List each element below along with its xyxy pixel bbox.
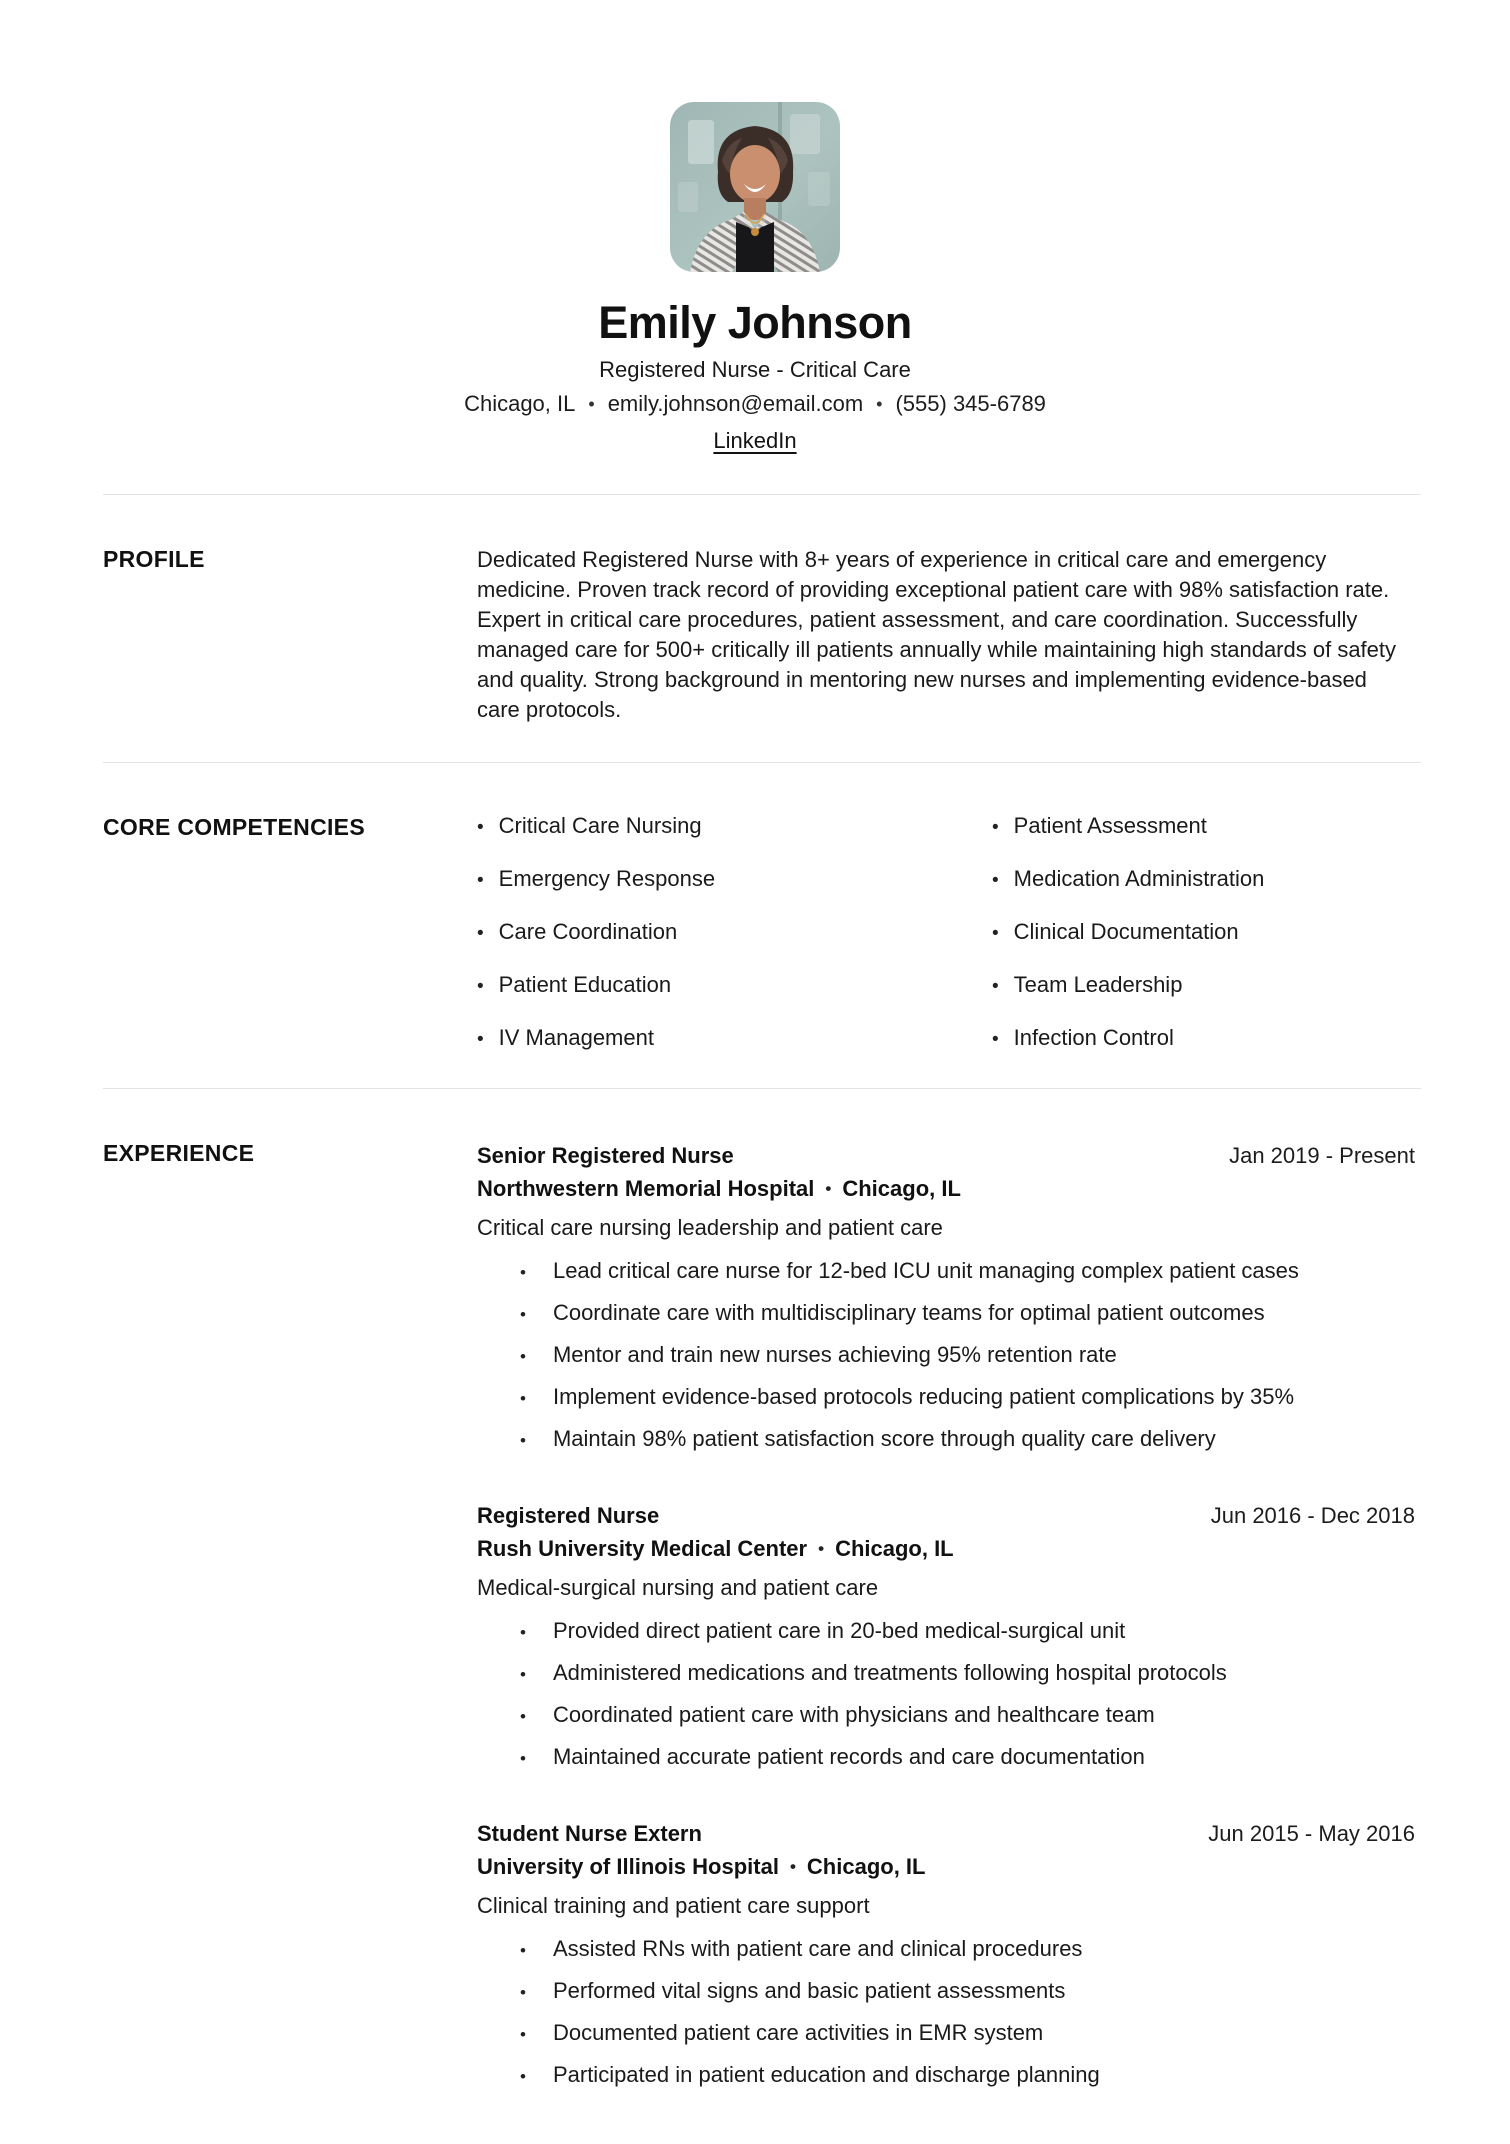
contact-email: emily.johnson@email.com <box>607 391 864 416</box>
experience-section <box>0 1089 1510 2089</box>
competency-label: Patient Assessment <box>1013 813 1207 838</box>
bullet-icon: • <box>520 1389 526 1408</box>
competency-label: Medication Administration <box>1013 866 1265 891</box>
job-bullet-text: Implement evidence-based protocols reducing patient complications by 35% <box>552 1384 1295 1409</box>
job-dates: Jun 2016 - Dec 2018 <box>1210 1503 1415 1528</box>
job-summary: Medical-surgical nursing and patient care <box>477 1575 879 1600</box>
bullet-icon: • <box>992 870 999 891</box>
job-bullet-text: Coordinated patient care with physicians and healthcare team <box>552 1702 1155 1727</box>
profile-summary-text: Dedicated Registered Nurse with 8+ years of experience in critical care and emergency medicine. Proven track record of providing exceptional patient care with 98% satisfaction rate. Expert in critical care procedures, patient assessment, and care coordination. Successfully managed care for 500+ critically ill patients annually while maintaining high standards of safety and quality. Strong background in mentoring new nurses and implementing evidence-based care protocols. <box>477 547 1397 722</box>
job-bullet-list <box>520 1259 1415 1453</box>
profile-photo <box>670 102 840 272</box>
competency-item <box>992 1025 1415 1052</box>
job-bullet-text: Administered medications and treatments following hospital protocols <box>552 1660 1227 1685</box>
job-bullet <box>520 1979 1415 2005</box>
job-bullet <box>520 2021 1415 2047</box>
job-company: Rush University Medical Center <box>477 1536 808 1561</box>
profile-section <box>0 495 1510 725</box>
job-bullet-text: Lead critical care nurse for 12-bed ICU unit managing complex patient cases <box>552 1258 1299 1283</box>
competency-label: Emergency Response <box>498 866 716 891</box>
job-company-line <box>477 1532 1415 1565</box>
competencies-section <box>0 763 1510 1052</box>
job-bullet <box>520 1301 1415 1327</box>
bullet-icon: • <box>477 976 484 997</box>
bullet-icon: • <box>520 1707 526 1726</box>
competency-label: Team Leadership <box>1013 972 1183 997</box>
dot-separator: • <box>588 394 595 414</box>
bullet-icon: • <box>477 817 484 838</box>
bullet-icon: • <box>520 1263 526 1282</box>
job-bullet <box>520 1427 1415 1453</box>
job-dates: Jan 2019 - Present <box>1229 1143 1415 1168</box>
bullet-icon: • <box>520 2025 526 2044</box>
competency-label: Care Coordination <box>498 919 678 944</box>
job-title: Registered Nurse <box>477 1503 660 1528</box>
job-header <box>477 1139 1415 1172</box>
linkedin-link[interactable]: LinkedIn <box>713 428 797 453</box>
competency-item <box>992 972 1415 999</box>
bullet-icon: • <box>520 1305 526 1324</box>
linkedin-row <box>0 428 1510 454</box>
competencies-grid <box>477 813 1415 1052</box>
competencies-column-left <box>477 813 992 1052</box>
competency-item <box>477 919 992 946</box>
job-bullet <box>520 1385 1415 1411</box>
bullet-icon: • <box>520 1749 526 1768</box>
competencies-column-right <box>992 813 1415 1052</box>
competency-label: Critical Care Nursing <box>498 813 702 838</box>
job-bullet-text: Performed vital signs and basic patient assessments <box>552 1978 1066 2003</box>
job-bullet-text: Assisted RNs with patient care and clinical procedures <box>552 1936 1083 1961</box>
dot-separator: • <box>825 1179 832 1198</box>
bullet-icon: • <box>520 2067 526 2086</box>
job-location: Chicago, IL <box>806 1854 926 1879</box>
job-company-line <box>477 1172 1415 1205</box>
job-bullet <box>520 2063 1415 2089</box>
job-summary: Critical care nursing leadership and patient care <box>477 1215 943 1240</box>
dot-separator: • <box>818 1539 825 1558</box>
job-company-line <box>477 1850 1415 1883</box>
job-bullet-text: Maintain 98% patient satisfaction score through quality care delivery <box>552 1426 1216 1451</box>
job-bullet-text: Coordinate care with multidisciplinary teams for optimal patient outcomes <box>552 1300 1265 1325</box>
bullet-icon: • <box>477 1029 484 1050</box>
bullet-icon: • <box>992 1029 999 1050</box>
bullet-icon: • <box>992 923 999 944</box>
job-title: Student Nurse Extern <box>477 1821 702 1846</box>
profile-section-label: PROFILE <box>103 546 205 572</box>
competency-item <box>477 1025 992 1052</box>
job-entry <box>477 1499 1415 1771</box>
competency-label: IV Management <box>498 1025 654 1050</box>
bullet-icon: • <box>992 817 999 838</box>
candidate-name: Emily Johnson <box>598 297 912 348</box>
bullet-icon: • <box>520 1347 526 1366</box>
experience-section-label: EXPERIENCE <box>103 1140 255 1166</box>
job-bullet <box>520 1703 1415 1729</box>
job-bullet-list <box>520 1619 1415 1771</box>
bullet-icon: • <box>520 1983 526 2002</box>
job-bullet-text: Maintained accurate patient records and care documentation <box>552 1744 1145 1769</box>
job-bullet-text: Provided direct patient care in 20-bed medical-surgical unit <box>552 1618 1126 1643</box>
job-title: Senior Registered Nurse <box>477 1143 734 1168</box>
resume-header <box>0 0 1510 454</box>
contact-phone: (555) 345-6789 <box>895 391 1046 416</box>
competency-label: Patient Education <box>498 972 672 997</box>
competency-item <box>477 866 992 893</box>
job-bullet-text: Participated in patient education and discharge planning <box>552 2062 1100 2087</box>
job-company: University of Illinois Hospital <box>477 1854 779 1879</box>
job-bullet-text: Mentor and train new nurses achieving 95% retention rate <box>552 1342 1117 1367</box>
job-location: Chicago, IL <box>842 1176 961 1201</box>
job-bullet <box>520 1259 1415 1285</box>
bullet-icon: • <box>992 976 999 997</box>
competency-item <box>477 813 992 840</box>
job-bullet-list <box>520 1937 1415 2089</box>
competency-item <box>477 972 992 999</box>
job-header <box>477 1499 1415 1532</box>
job-bullet <box>520 1937 1415 1963</box>
job-bullet <box>520 1343 1415 1369</box>
bullet-icon: • <box>477 870 484 891</box>
job-header <box>477 1817 1415 1850</box>
profile-photo-illustration <box>670 102 840 272</box>
bullet-icon: • <box>520 1623 526 1642</box>
job-bullet <box>520 1661 1415 1687</box>
bullet-icon: • <box>520 1665 526 1684</box>
job-summary: Clinical training and patient care support <box>477 1893 870 1918</box>
job-company: Northwestern Memorial Hospital <box>477 1176 815 1201</box>
competency-item <box>992 813 1415 840</box>
job-location: Chicago, IL <box>835 1536 954 1561</box>
job-bullet <box>520 1745 1415 1771</box>
bullet-icon: • <box>520 1941 526 1960</box>
job-bullet <box>520 1619 1415 1645</box>
bullet-icon: • <box>477 923 484 944</box>
dot-separator: • <box>876 394 883 414</box>
contact-location: Chicago, IL <box>464 391 576 416</box>
bullet-icon: • <box>520 1431 526 1450</box>
job-entry <box>477 1817 1415 2089</box>
competencies-section-label: CORE COMPETENCIES <box>103 814 365 840</box>
job-entry <box>477 1139 1415 1453</box>
competency-item <box>992 919 1415 946</box>
candidate-title: Registered Nurse - Critical Care <box>599 357 911 382</box>
experience-jobs <box>477 1139 1415 2089</box>
contact-line <box>0 391 1510 417</box>
dot-separator: • <box>789 1857 796 1876</box>
job-bullet-text: Documented patient care activities in EMR system <box>552 2020 1044 2045</box>
competency-item <box>992 866 1415 893</box>
competency-label: Infection Control <box>1013 1025 1174 1050</box>
job-dates: Jun 2015 - May 2016 <box>1208 1821 1415 1846</box>
competency-label: Clinical Documentation <box>1013 919 1239 944</box>
